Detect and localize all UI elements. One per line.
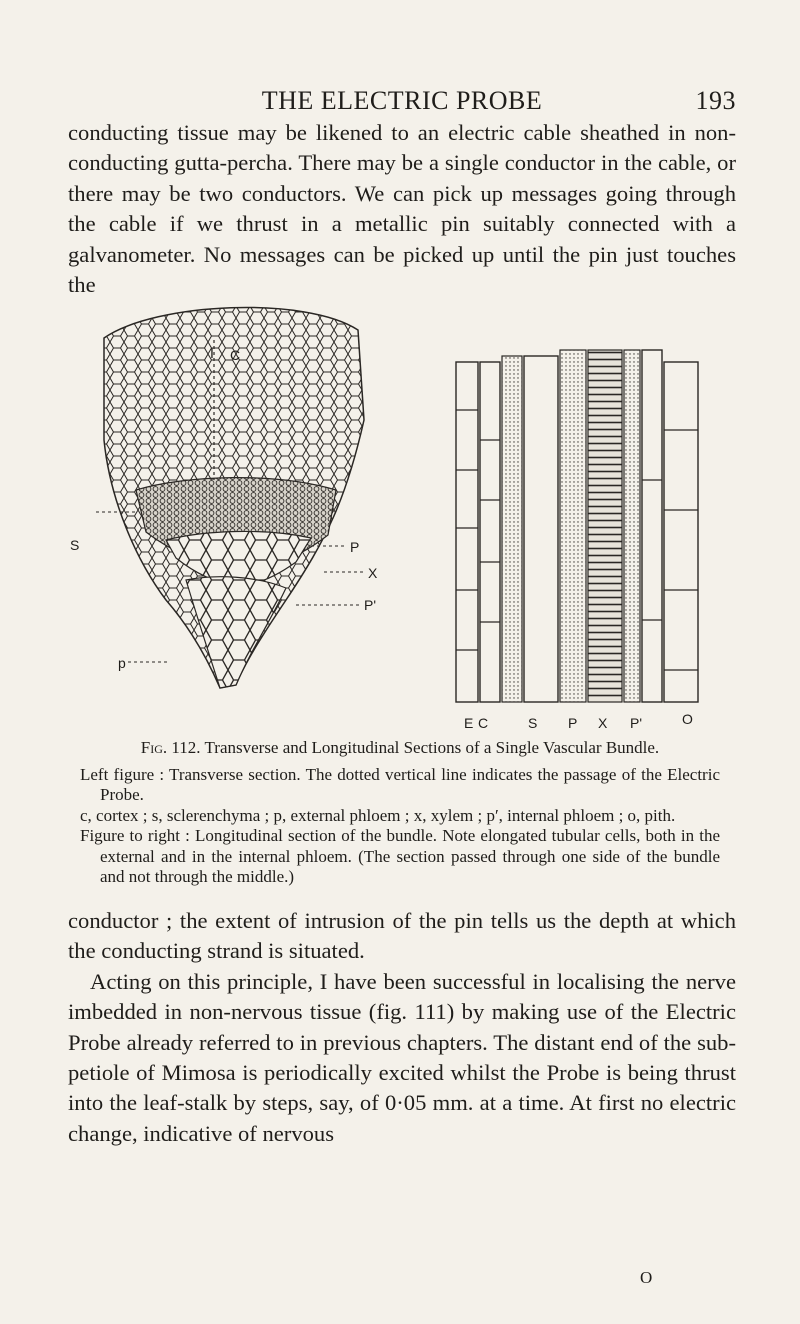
label-c: C [230, 347, 241, 363]
label-r-2: S [528, 715, 538, 731]
figure-illustration [70, 300, 702, 732]
figure-caption [80, 738, 720, 888]
label-i: I [210, 345, 214, 361]
transverse-section [70, 307, 378, 688]
paragraph-bottom-1: conductor ; the extent of intrusion of the pin tells us the depth at which the conducting strand is situated. [68, 908, 736, 964]
caption-line-3: Figure to right : Longitudinal section of the bundle. Note elongated tubular cells, both in the external and in the internal phloem. (The section passed through one side of the bundle and not through the middle.) [80, 826, 720, 886]
caption-line-2: c, cortex ; s, sclerenchyma ; p, external phloem ; x, xylem ; p′, internal phloem ; o, pith. [80, 805, 676, 825]
label-r-1: C [478, 715, 489, 731]
label-p-prime: P' [364, 597, 377, 613]
caption-line-1: Left figure : Transverse section. The dotted vertical line indicates the passage of the Electric Probe. [80, 764, 720, 804]
label-r-6: O [682, 711, 693, 727]
label-p: P [350, 539, 360, 555]
label-p-lower: p [118, 655, 126, 671]
label-s: S [70, 537, 80, 553]
paragraph-bottom [68, 906, 736, 1149]
label-r-5: P' [630, 715, 643, 731]
label-r-3: P [568, 715, 578, 731]
running-head-title: THE ELECTRIC PROBE [261, 86, 543, 115]
paragraph-top: conducting tissue may be likened to an electric cable sheathed in non-conducting gutta-percha. There may be a single conductor in the cable, or there may be two conductors. We can pick up messages going through the cable if we thrust in a metallic pin suitably connected with a galvanometer. No messages can be picked up until the pin just touches the [68, 120, 736, 298]
label-r-0: E [464, 715, 474, 731]
caption-title-text: Transverse and Longitudinal Sections of a Single Vascular Bundle. [204, 738, 660, 757]
figure-112 [70, 300, 702, 732]
running-head [68, 86, 736, 116]
caption-title [80, 738, 720, 759]
longitudinal-section [456, 350, 698, 731]
paragraph-bottom-2: Acting on this principle, I have been successful in localising the nerve imbedded in non-nervous tissue (fig. 111) by making use of the Electric Probe already referred to in previous chapters. The distant end of the sub-petiole of Mimosa is periodically excited whilst the Probe is being thrust into the leaf-stalk by steps, say, of 0·05 mm. at a time. At first no electric change, indicative of nervous [68, 968, 736, 1146]
page-number: 193 [695, 86, 736, 115]
signature-mark: O [640, 1268, 653, 1287]
label-r-4: X [598, 715, 608, 731]
caption-figure-number: Fig. 112. [140, 738, 201, 757]
label-x: X [368, 565, 378, 581]
